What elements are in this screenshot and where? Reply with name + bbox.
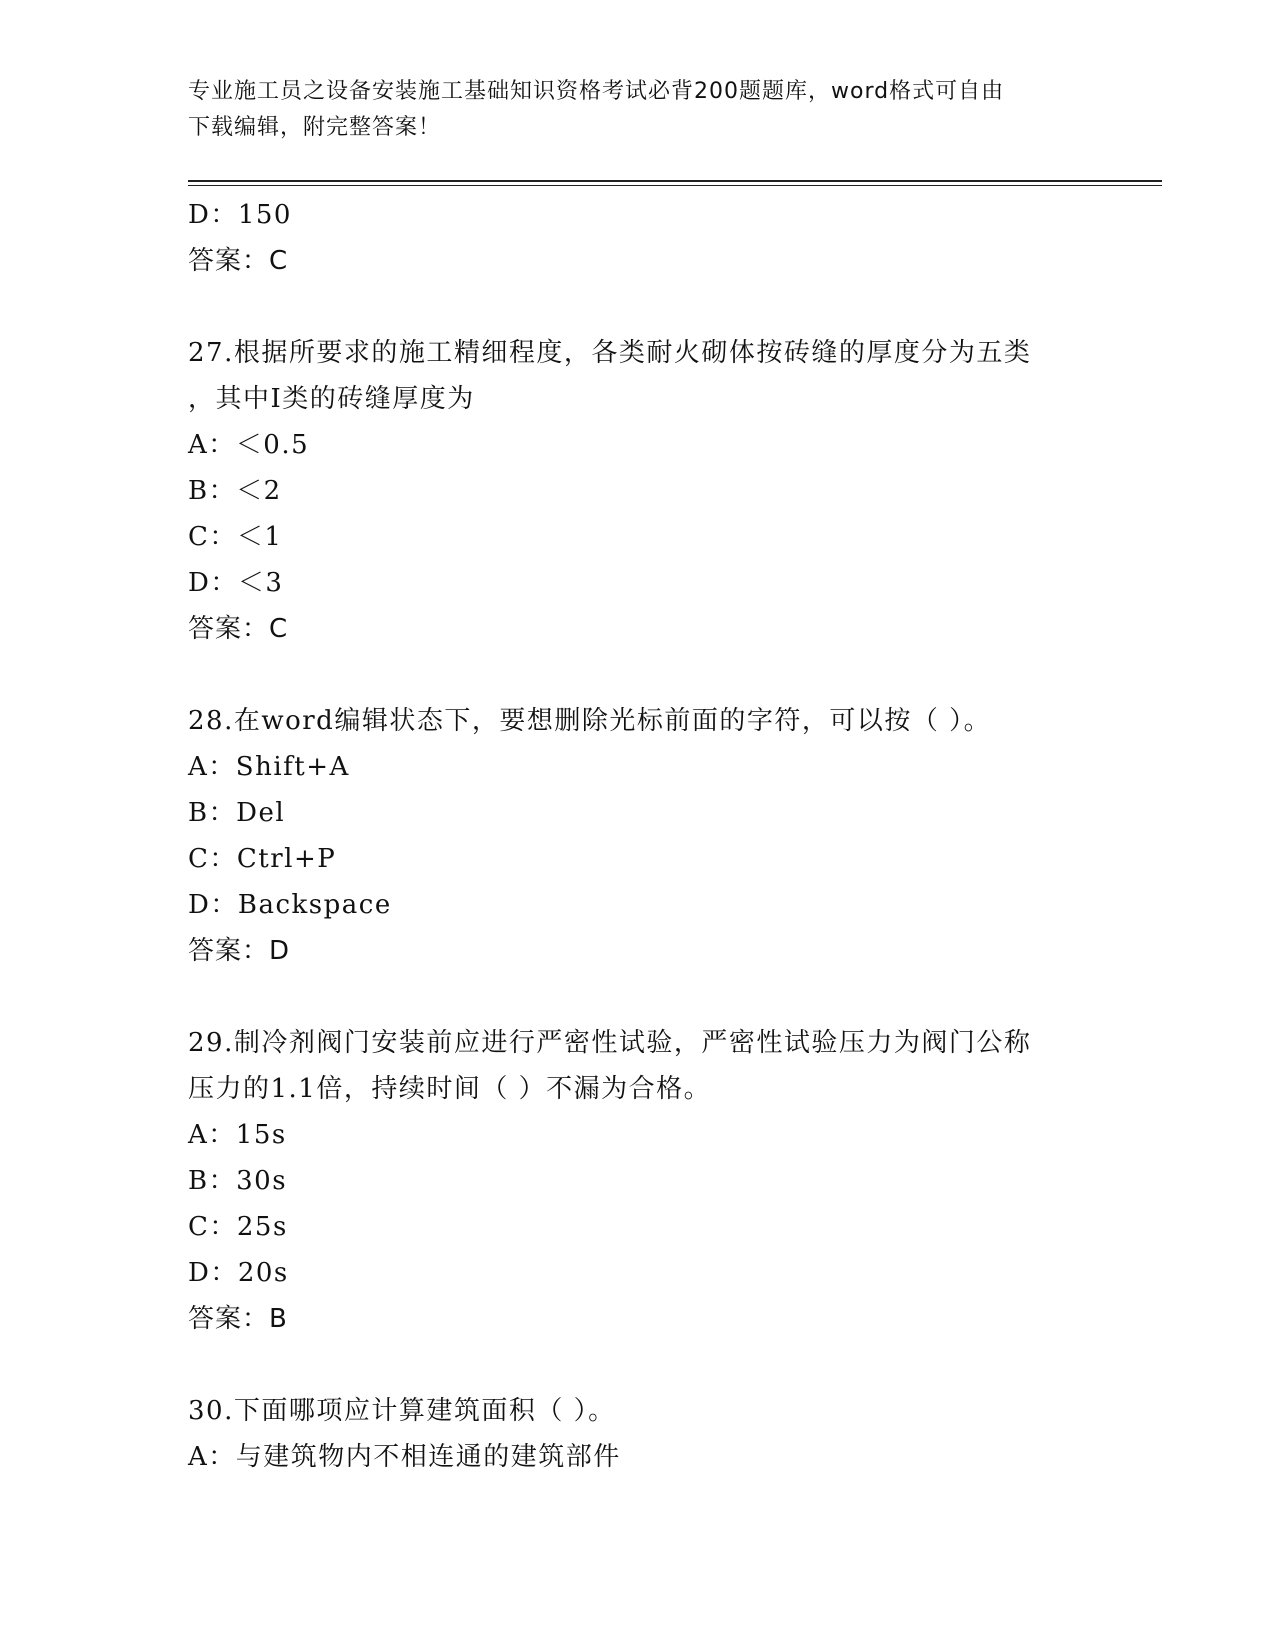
- option-d: D：150: [188, 200, 292, 230]
- header-divider-thin: [188, 185, 1162, 186]
- header-divider-thick: [188, 180, 1162, 182]
- spacer: [188, 1342, 1088, 1388]
- header-title-line-1: 专业施工员之设备安装施工基础知识资格考试必背200题题库，word格式可自由: [188, 79, 1005, 104]
- answer-line: 答案：C: [188, 246, 289, 276]
- question-stem-line-2: 压力的1.1倍，持续时间（ ）不漏为合格。: [188, 1074, 712, 1104]
- previous-question-tail: [188, 192, 1088, 284]
- question-27: [188, 330, 1088, 652]
- page-header: [188, 74, 1088, 146]
- option-a: A：与建筑物内不相连通的建筑部件: [188, 1442, 621, 1472]
- option-c: C：Ctrl+P: [188, 844, 337, 874]
- spacer: [188, 652, 1088, 698]
- option-b: B：＜2: [188, 476, 282, 506]
- question-28: [188, 698, 1088, 974]
- question-stem-line-1: 28.在word编辑状态下，要想删除光标前面的字符，可以按（ ）。: [188, 706, 992, 736]
- option-d: D：＜3: [188, 568, 284, 598]
- option-b: B：30s: [188, 1166, 288, 1196]
- option-a: A：15s: [188, 1120, 287, 1150]
- answer-line: 答案：C: [188, 614, 289, 644]
- spacer: [188, 284, 1088, 330]
- option-a: A：Shift+A: [188, 752, 350, 782]
- option-b: B：Del: [188, 798, 286, 828]
- question-stem-line-1: 30.下面哪项应计算建筑面积（ ）。: [188, 1396, 616, 1426]
- option-d: D：Backspace: [188, 890, 392, 920]
- spacer: [188, 974, 1088, 1020]
- question-30: [188, 1388, 1088, 1480]
- question-stem-line-1: 27.根据所要求的施工精细程度，各类耐火砌体按砖缝的厚度分为五类: [188, 338, 1032, 368]
- question-29: [188, 1020, 1088, 1342]
- answer-line: 答案：D: [188, 936, 291, 966]
- option-c: C：＜1: [188, 522, 283, 552]
- question-stem-line-1: 29.制冷剂阀门安装前应进行严密性试验，严密性试验压力为阀门公称: [188, 1028, 1032, 1058]
- option-d: D：20s: [188, 1258, 289, 1288]
- header-title-line-2: 下载编辑，附完整答案！: [188, 115, 442, 140]
- option-c: C：25s: [188, 1212, 288, 1242]
- document-body: [188, 192, 1088, 1480]
- option-a: A：＜0.5: [188, 430, 310, 460]
- question-stem-line-2: ，其中Ⅰ类的砖缝厚度为: [188, 384, 475, 414]
- answer-line: 答案：B: [188, 1304, 288, 1334]
